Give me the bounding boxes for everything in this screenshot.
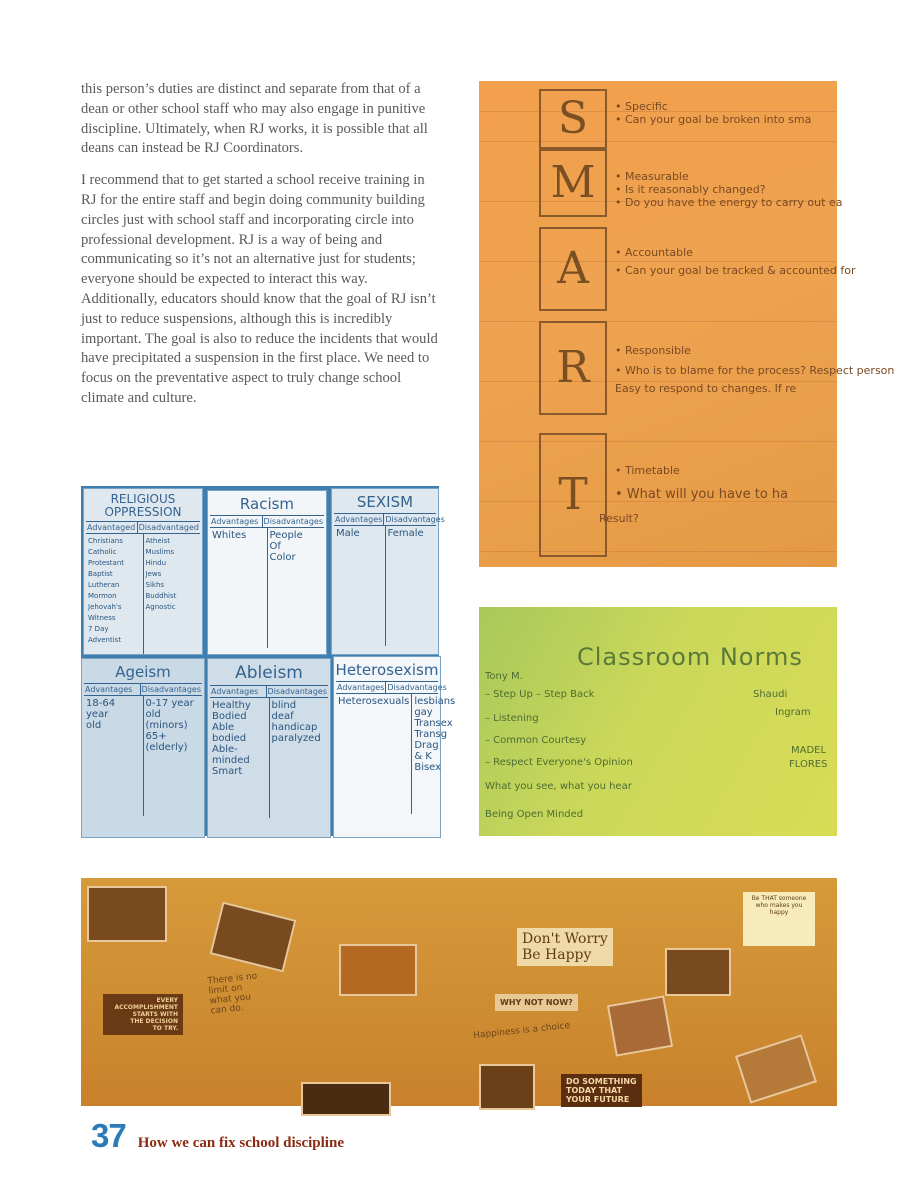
panel-head: Disadvantages bbox=[385, 515, 445, 524]
norm-item: – Respect Everyone's Opinion bbox=[485, 757, 633, 768]
smart-note: • Timetable bbox=[615, 464, 680, 477]
norm-item: – Step Up – Step Back bbox=[485, 689, 595, 700]
collage-picture bbox=[210, 902, 297, 973]
collage-handnote: Happiness is a choice bbox=[472, 1020, 571, 1042]
smart-letter: R bbox=[539, 321, 607, 415]
norm-name: FLORES bbox=[789, 759, 828, 770]
smart-note: • Do you have the energy to carry out ea bbox=[615, 196, 843, 209]
panel-head: Disadvantages bbox=[263, 517, 323, 526]
norm-item: – Listening bbox=[485, 713, 539, 724]
panel-title: Racism bbox=[239, 495, 295, 513]
panel-head: Disadvantages bbox=[267, 687, 327, 696]
page-footer bbox=[91, 1117, 344, 1157]
smart-note: • Specific bbox=[615, 100, 668, 113]
norm-item: – Common Courtesy bbox=[485, 735, 587, 746]
panel-col: Female bbox=[385, 526, 437, 646]
chart-panel bbox=[207, 658, 331, 838]
smart-letter: T bbox=[539, 433, 607, 557]
smart-note: • Responsible bbox=[615, 344, 691, 357]
smart-note: • What will you have to ha bbox=[615, 487, 789, 502]
classroom-norms-photo bbox=[479, 607, 837, 836]
panel-head: Disadvantages bbox=[141, 685, 201, 694]
panel-head: Advantages bbox=[85, 685, 133, 694]
panel-title: SEXISM bbox=[356, 493, 414, 511]
panel-title: Ageism bbox=[115, 663, 171, 681]
smart-letter: S bbox=[539, 89, 607, 149]
panel-col: 18-64 year old bbox=[86, 698, 116, 731]
panel-head: Advantages bbox=[211, 687, 259, 696]
smart-note: Easy to respond to changes. If re bbox=[615, 382, 797, 395]
norm-item: Being Open Minded bbox=[485, 809, 584, 820]
panel-col: lesbians gay Transex Transg Drag & K Bisex bbox=[411, 694, 457, 814]
collage-picture bbox=[301, 1082, 391, 1116]
collage-handnote: There is no limit on what you can do. bbox=[207, 971, 258, 1017]
panel-head: Advantages bbox=[335, 515, 383, 524]
panel-col: Male bbox=[336, 528, 360, 539]
collage-picture bbox=[665, 948, 731, 996]
norms-title: Classroom Norms bbox=[577, 643, 803, 671]
panel-col: Healthy Bodied Able bodied Able-minded Smart bbox=[212, 700, 251, 777]
chart-panel bbox=[83, 488, 203, 655]
paragraph: I recommend that to get started a school receive training in RJ for the entire staff and begin doing community building circles just with school staff and incorporating circle into professional development. RJ is a way of being and communicating so it’s not an alternative just for students; everyone should be expected to interact this way. Additionally, educators should know that the goal of RJ isn’t just to reduce suspensions, although this is incredibly important. The goal is also to reduce the incidents that would have precipitated a suspension in the first place. We need to focus on the preventative aspect to truly change school climate and culture. bbox=[81, 172, 438, 406]
panel-col: Christians Catholic Protestant Baptist Lutheran Mormon Jehovah's Witness 7 Day Adventist bbox=[88, 537, 125, 644]
collage-picture bbox=[87, 886, 167, 942]
chart-panel bbox=[331, 488, 445, 655]
panel-col: Heterosexuals bbox=[338, 696, 410, 707]
chart-panel bbox=[207, 490, 327, 655]
smart-note: • Measurable bbox=[615, 170, 689, 183]
paragraph: this person’s duties are distinct and separate from that of a dean or other school staff who may also engage in punitive discipline. Ultimately, when RJ works, it is possible that all deans can instead be RJ Coordinators. bbox=[81, 81, 428, 157]
panel-col: Atheist Muslims Hindu Jews Sikhs Buddhist Agnostic bbox=[143, 534, 201, 654]
page-number: 37 bbox=[91, 1117, 126, 1154]
panel-title: Ableism bbox=[235, 663, 303, 683]
norm-item: What you see, what you hear bbox=[485, 781, 632, 792]
panel-title: Heterosexism bbox=[335, 661, 439, 679]
collage-note: DO SOMETHING TODAY THAT YOUR FUTURE bbox=[561, 1074, 642, 1107]
collage-note: Be THAT someone who makes you happy bbox=[743, 892, 815, 946]
panel-head: Advantaged bbox=[87, 523, 136, 532]
panel-head: Disadvantaged bbox=[138, 523, 199, 532]
smart-note: Result? bbox=[599, 512, 639, 525]
collage-picture bbox=[479, 1064, 535, 1110]
panel-col: People Of Color bbox=[267, 528, 325, 648]
panel-head: Advantages bbox=[211, 517, 259, 526]
norm-name: Shaudi bbox=[753, 689, 788, 700]
panel-title: RELIGIOUS OPPRESSION bbox=[104, 492, 182, 519]
norm-name: Ingram bbox=[775, 707, 811, 718]
panel-col: 0-17 year old (minors) 65+ (elderly) bbox=[143, 696, 203, 816]
collage-note: WHY NOT NOW? bbox=[495, 994, 578, 1011]
collage-picture bbox=[339, 944, 417, 996]
footer-title: How we can fix school discipline bbox=[137, 1135, 344, 1151]
collage-picture bbox=[735, 1034, 817, 1103]
norm-item: Tony M. bbox=[485, 671, 523, 682]
smart-note: • Who is to blame for the process? Respect person bbox=[615, 364, 895, 377]
panel-head: Advantages bbox=[337, 683, 385, 692]
panel-col: blind deaf handicap paralyzed bbox=[269, 698, 329, 818]
smart-note: • Can your goal be broken into sma bbox=[615, 113, 812, 126]
smart-goals-photo bbox=[479, 81, 895, 567]
panel-col: Whites bbox=[212, 530, 247, 541]
chart-panel bbox=[333, 656, 456, 838]
smart-note: • Accountable bbox=[615, 246, 693, 259]
norm-name: MADEL bbox=[791, 745, 827, 756]
smart-note: • Can your goal be tracked & accounted for bbox=[615, 264, 856, 277]
inspiration-collage-photo bbox=[81, 878, 837, 1106]
collage-note: Don't Worry Be Happy bbox=[517, 928, 613, 966]
panel-head: Disadvantages bbox=[387, 683, 447, 692]
oppression-chart-photo bbox=[81, 486, 456, 836]
smart-letter: A bbox=[539, 227, 607, 311]
chart-panel bbox=[81, 658, 205, 838]
collage-picture bbox=[607, 995, 673, 1056]
smart-note: • Is it reasonably changed? bbox=[615, 183, 766, 196]
collage-note: EVERY ACCOMPLISHMENT STARTS WITH THE DECISION TO TRY. bbox=[103, 994, 183, 1035]
smart-letter: M bbox=[539, 149, 607, 217]
body-text bbox=[81, 80, 441, 421]
